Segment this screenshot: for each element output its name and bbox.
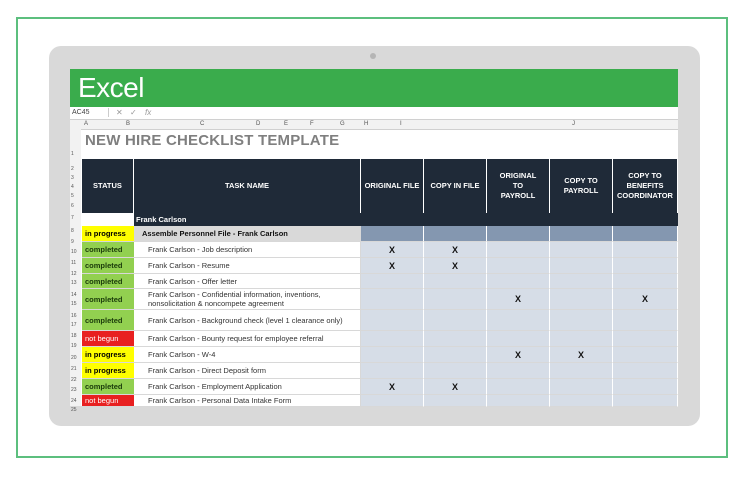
row-number[interactable]: 13 — [71, 280, 77, 286]
row-number[interactable]: 2 — [71, 166, 74, 172]
status-cell[interactable]: completed — [82, 379, 134, 395]
row-number[interactable]: 3 — [71, 175, 74, 181]
app-title: Excel — [78, 72, 144, 103]
header-status[interactable]: STATUS — [82, 159, 134, 213]
check-cell[interactable] — [550, 226, 613, 242]
row-number[interactable]: 4 — [71, 184, 74, 190]
check-cell[interactable] — [361, 274, 424, 289]
row-number[interactable]: 16 — [71, 313, 77, 319]
check-cell[interactable] — [613, 331, 678, 347]
check-cell[interactable] — [487, 274, 550, 289]
check-cell[interactable] — [613, 274, 678, 289]
task-name-cell[interactable]: Frank Carlson - Offer letter — [134, 274, 361, 289]
check-cell[interactable] — [487, 226, 550, 242]
check-cell[interactable] — [550, 363, 613, 379]
row-number[interactable]: 1 — [71, 151, 74, 157]
row-number[interactable]: 14 — [71, 292, 77, 298]
check-cell[interactable] — [424, 395, 487, 407]
check-cell[interactable]: X — [361, 242, 424, 258]
row-number[interactable]: 8 — [71, 228, 74, 234]
row-number[interactable]: 7 — [71, 215, 74, 221]
webcam-icon — [370, 53, 376, 59]
ribbon — [70, 69, 678, 107]
check-cell[interactable] — [550, 395, 613, 407]
check-cell[interactable] — [613, 363, 678, 379]
check-cell[interactable] — [361, 226, 424, 242]
excel-screen — [70, 69, 678, 413]
check-cell[interactable] — [424, 310, 487, 331]
header-original-to-payroll[interactable]: ORIGINAL TO PAYROLL — [487, 159, 550, 213]
row-number[interactable]: 10 — [71, 249, 77, 255]
task-name-cell[interactable]: Frank Carlson - Confidential information, inventions, nonsolicitation & noncompete agreement — [134, 289, 361, 310]
section-row-right — [361, 213, 678, 226]
check-cell[interactable]: X — [613, 289, 678, 310]
check-cell[interactable] — [424, 331, 487, 347]
task-name-cell[interactable]: Frank Carlson - W-4 — [134, 347, 361, 363]
row-number[interactable]: 19 — [71, 343, 77, 349]
check-cell[interactable] — [487, 310, 550, 331]
status-cell[interactable]: completed — [82, 258, 134, 274]
header-task-name[interactable]: TASK NAME — [134, 159, 361, 213]
check-cell[interactable]: X — [424, 258, 487, 274]
check-cell[interactable] — [361, 289, 424, 310]
check-cell[interactable] — [613, 395, 678, 407]
status-cell[interactable]: in progress — [82, 226, 134, 242]
check-cell[interactable] — [613, 258, 678, 274]
check-cell[interactable] — [550, 242, 613, 258]
row-number[interactable]: 20 — [71, 355, 77, 361]
check-cell[interactable] — [487, 242, 550, 258]
section-label[interactable]: Frank Carlson — [136, 215, 187, 224]
check-cell[interactable] — [550, 258, 613, 274]
header-original-file[interactable]: ORIGINAL FILE — [361, 159, 424, 213]
cancel-icon[interactable]: ✕ — [116, 108, 123, 117]
row-number[interactable]: 15 — [71, 301, 77, 307]
row-number[interactable]: 23 — [71, 387, 77, 393]
check-cell[interactable] — [361, 395, 424, 407]
header-copy-in-file[interactable]: COPY IN FILE — [424, 159, 487, 213]
status-cell[interactable]: completed — [82, 242, 134, 258]
task-name-cell[interactable]: Frank Carlson - Job description — [134, 242, 361, 258]
check-cell[interactable] — [613, 347, 678, 363]
formula-bar — [70, 107, 678, 120]
column-letter[interactable]: I — [400, 121, 402, 127]
row-number[interactable]: 9 — [71, 239, 74, 245]
check-cell[interactable]: X — [361, 379, 424, 395]
row-number[interactable]: 5 — [71, 193, 74, 199]
task-name-cell[interactable]: Frank Carlson - Personal Data Intake Form — [134, 395, 361, 407]
check-cell[interactable] — [613, 379, 678, 395]
check-cell[interactable] — [613, 226, 678, 242]
column-letter[interactable]: B — [126, 121, 131, 127]
check-cell[interactable]: X — [361, 258, 424, 274]
column-letter[interactable]: H — [364, 121, 369, 127]
column-header-bar — [70, 120, 678, 130]
check-cell[interactable]: X — [487, 289, 550, 310]
task-name-cell[interactable]: Frank Carlson - Bounty request for employee referral — [134, 331, 361, 347]
check-cell[interactable] — [550, 310, 613, 331]
function-icon[interactable]: fx — [145, 108, 152, 117]
status-cell[interactable]: not begun — [82, 395, 134, 407]
column-letter[interactable]: F — [310, 121, 314, 127]
row-number[interactable]: 12 — [71, 271, 77, 277]
header-copy-to-payroll[interactable]: COPY TO PAYROLL — [550, 159, 613, 213]
task-name-cell[interactable]: Frank Carlson - Background check (level 1 clearance only) — [134, 310, 361, 331]
column-letter[interactable]: E — [284, 121, 289, 127]
check-cell[interactable] — [361, 347, 424, 363]
status-cell[interactable]: in progress — [82, 347, 134, 363]
column-letter[interactable]: A — [84, 121, 89, 127]
check-cell[interactable]: X — [424, 242, 487, 258]
row-number[interactable]: 17 — [71, 322, 77, 328]
check-cell[interactable] — [487, 379, 550, 395]
header-copy-to-benefits[interactable]: COPY TO BENEFITS COORDINATOR — [613, 159, 678, 213]
status-cell[interactable]: completed — [82, 289, 134, 310]
task-name-cell[interactable]: Assemble Personnel File - Frank Carlson — [134, 226, 361, 242]
task-name-cell[interactable]: Frank Carlson - Resume — [134, 258, 361, 274]
confirm-icon[interactable]: ✓ — [130, 108, 137, 117]
monitor — [49, 46, 700, 426]
row-number[interactable]: 6 — [71, 203, 74, 209]
check-cell[interactable] — [361, 363, 424, 379]
column-letter[interactable]: J — [572, 121, 575, 127]
row-number[interactable]: 11 — [71, 260, 77, 266]
check-cell[interactable] — [487, 395, 550, 407]
check-cell[interactable] — [550, 289, 613, 310]
row-number[interactable]: 25 — [71, 407, 77, 413]
check-cell[interactable] — [613, 310, 678, 331]
row-number[interactable]: 21 — [71, 366, 77, 372]
check-cell[interactable] — [487, 331, 550, 347]
status-cell[interactable]: in progress — [82, 363, 134, 379]
check-cell[interactable] — [361, 331, 424, 347]
check-cell[interactable] — [424, 363, 487, 379]
check-cell[interactable] — [487, 363, 550, 379]
row-number[interactable]: 24 — [71, 398, 77, 404]
check-cell[interactable] — [550, 331, 613, 347]
row-number-column — [70, 129, 81, 413]
row-number[interactable]: 22 — [71, 377, 77, 383]
check-cell[interactable] — [424, 226, 487, 242]
check-cell[interactable] — [550, 274, 613, 289]
check-cell[interactable]: X — [550, 347, 613, 363]
check-cell[interactable] — [550, 379, 613, 395]
check-cell[interactable] — [424, 274, 487, 289]
column-letter[interactable]: G — [340, 121, 345, 127]
check-cell[interactable]: X — [424, 379, 487, 395]
check-cell[interactable] — [487, 258, 550, 274]
status-cell[interactable]: completed — [82, 310, 134, 331]
row-number[interactable]: 18 — [71, 333, 77, 339]
status-cell[interactable]: completed — [82, 274, 134, 289]
check-cell[interactable] — [424, 347, 487, 363]
task-name-cell[interactable]: Frank Carlson - Employment Application — [134, 379, 361, 395]
task-name-cell[interactable]: Frank Carlson - Direct Deposit form — [134, 363, 361, 379]
column-letter[interactable]: D — [256, 121, 261, 127]
status-cell[interactable]: not begun — [82, 331, 134, 347]
check-cell[interactable] — [613, 242, 678, 258]
name-box[interactable]: AC45 — [72, 108, 109, 117]
sheet-title: NEW HIRE CHECKLIST TEMPLATE — [85, 132, 340, 149]
check-cell[interactable]: X — [487, 347, 550, 363]
column-letter[interactable]: C — [200, 121, 205, 127]
check-cell[interactable] — [424, 289, 487, 310]
check-cell[interactable] — [361, 310, 424, 331]
